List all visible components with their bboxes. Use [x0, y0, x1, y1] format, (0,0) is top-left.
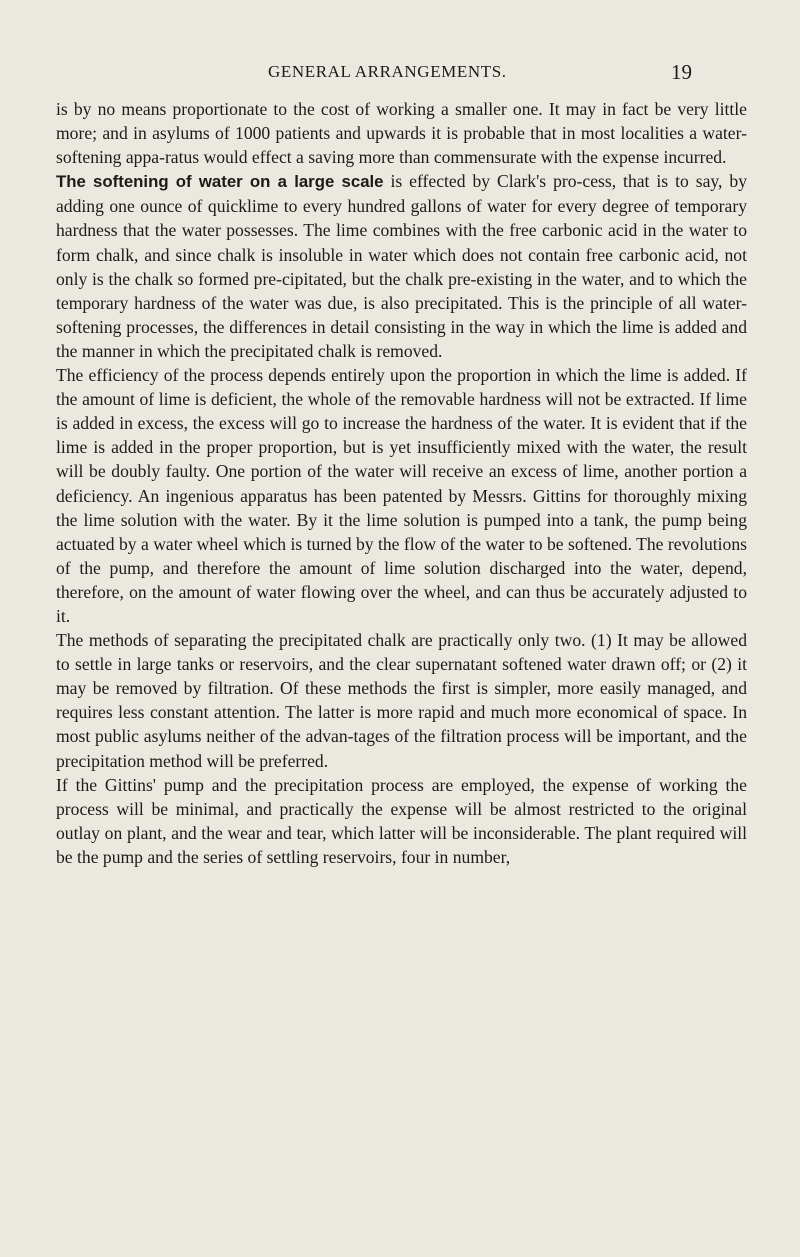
paragraph-text: The efficiency of the process depends entirely upon the proportion in which the lime is added. If the amount of lime is deficient, the whole of the removable hardness will not be extracted. If lime is added in excess, the excess will go to increase the hardness of the water. It is evident that if the lime is added in the proper proportion, but is yet insufficiently mixed with the water, the result will be doubly faulty. One portion of the water will receive an excess of lime, another portion a deficiency. An ingenious apparatus has been patented by Messrs. Gittins for thoroughly mixing the lime solution with the water. By it the lime solution is pumped into a tank, the pump being actuated by a water wheel which is turned by the flow of the water to be softened. The revolutions of the pump, and therefore the amount of lime solution discharged into the water, depend, therefore, on the amount of water flowing over the wheel, and can thus be accurately adjusted to it. [56, 365, 747, 626]
paragraph-text: is effected by Clark's pro-cess, that is to say, by adding one ounce of quicklime to every hundred gallons of water for every degree of temporary hardness that the water possesses. The lime combines with the free carbonic acid in the water to form chalk, and since chalk is insoluble in water which does not contain free carbonic acid, not only is the chalk so formed pre-cipitated, but the chalk pre-existing in the water, and to which the temporary hardness of the water was due, is also precipitated. This is the principle of all water-softening processes, the differences in detail consisting in the way in which the lime is added and the manner in which the precipitated chalk is removed. [56, 171, 748, 361]
page-number: 19 [671, 60, 692, 84]
paragraph-lead-heading: The softening of water on a large scale [56, 172, 384, 192]
paragraph-1 [56, 97, 747, 169]
paragraph-5 [56, 773, 747, 869]
running-head: GENERAL ARRANGEMENTS. [268, 62, 507, 81]
paragraph-text: is by no means proportionate to the cost of working a smaller one. It may in fact be very little more; and in asylums of 1000 patients and upwards it is probable that in most localities a water-softening appa-ratus would effect a saving more than commensurate with the expense incurred. [56, 99, 747, 168]
paragraph-4 [56, 628, 747, 773]
paragraph-3 [56, 363, 747, 628]
paragraph-text: The methods of separating the precipitated chalk are practically only two. (1) It may be allowed to settle in large tanks or reservoirs, and the clear supernatant softened water drawn off; or (2) it may be removed by filtration. Of these methods the first is simpler, more easily managed, and requires less constant attention. The latter is more rapid and much more economical of space. In most public asylums neither of the advan-tages of the filtration process will be important, and the precipitation method will be preferred. [56, 630, 747, 771]
body-text [56, 97, 747, 869]
paragraph-text: If the Gittins' pump and the precipitation process are employed, the expense of working the process will be minimal, and practically the expense will be almost restricted to the original outlay on plant, and the wear and tear, which latter will be inconsiderable. The plant required will be the pump and the series of settling reservoirs, four in number, [56, 774, 747, 867]
paragraph-2 [56, 169, 747, 363]
page-header [0, 62, 800, 86]
